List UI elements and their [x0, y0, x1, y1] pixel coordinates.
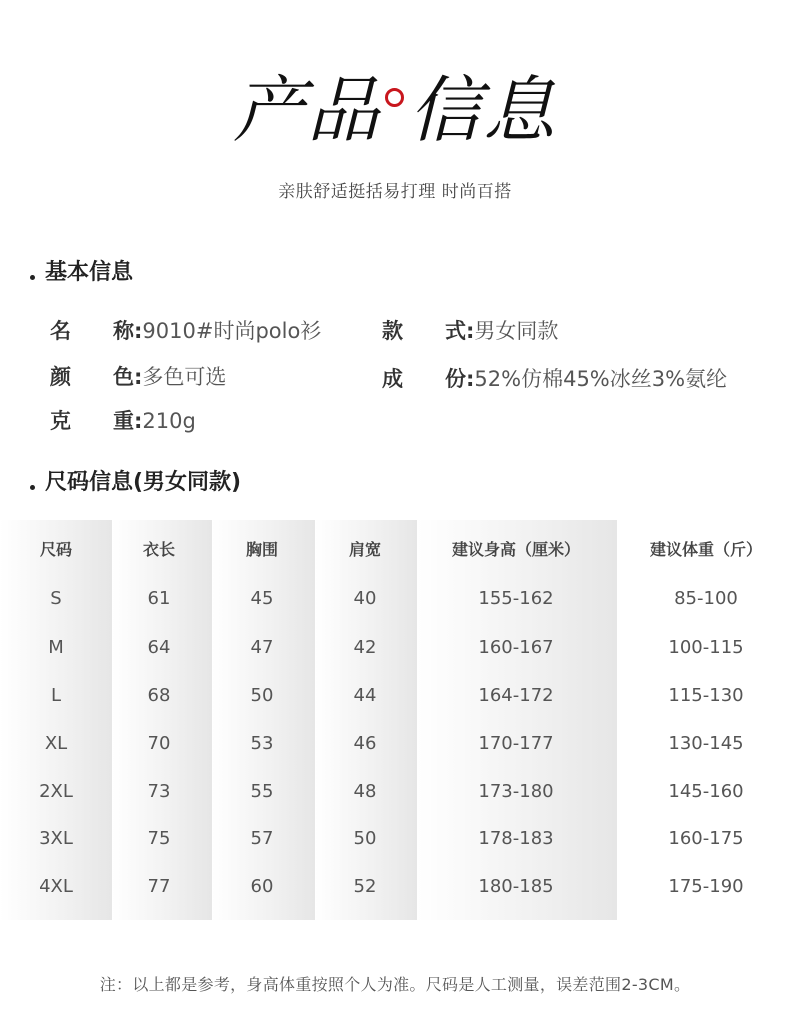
table-cell: 178-183: [478, 828, 554, 849]
table-cell: 64: [147, 637, 171, 658]
table-cell: 61: [147, 588, 171, 609]
column-shade: [112, 520, 212, 920]
bullet-icon: [30, 485, 35, 490]
table-cell: 70: [147, 733, 171, 754]
table-cell: M: [48, 637, 64, 658]
table-cell: 130-145: [668, 733, 744, 754]
table-cell: 50: [250, 685, 274, 706]
size-info-heading-text: 尺码信息(男女同款): [45, 470, 242, 495]
info-colon: :: [466, 319, 475, 343]
table-cell: 48: [353, 781, 377, 802]
info-colon: :: [134, 409, 143, 433]
table-header-cell: 建议体重（斤）: [649, 540, 762, 559]
table-cell: S: [50, 588, 62, 609]
table-cell: L: [50, 685, 62, 706]
table-cell: 100-115: [668, 637, 744, 658]
basic-info-heading-text: 基本信息: [45, 260, 134, 285]
info-value: 多色可选: [142, 365, 227, 389]
table-cell: 77: [147, 876, 171, 897]
info-value: 9010#时尚polo衫: [142, 319, 322, 343]
title-right: 信息: [409, 68, 558, 152]
table-cell: 44: [353, 685, 377, 706]
title-left: 产品: [232, 68, 381, 152]
info-name: [50, 316, 321, 346]
bullet-icon: [30, 275, 35, 280]
table-cell: 47: [250, 637, 274, 658]
table-cell: 52: [353, 876, 377, 897]
table-cell: 145-160: [668, 781, 744, 802]
info-weight: [50, 406, 196, 436]
table-cell: 160-167: [478, 637, 554, 658]
footer-note: 注：以上都是参考，身高体重按照个人为准。尺码是人工测量，误差范围2-3CM。: [99, 975, 691, 994]
size-info-heading: [30, 468, 241, 498]
table-header-cell: 肩宽: [348, 540, 381, 559]
table-cell: 57: [250, 828, 274, 849]
info-label: 颜色: [50, 365, 134, 389]
column-shade: [0, 520, 112, 920]
table-cell: 164-172: [478, 685, 554, 706]
info-value: 男女同款: [474, 319, 559, 343]
basic-info-heading: [30, 258, 133, 288]
table-cell: 3XL: [39, 828, 73, 849]
subtitle: 亲肤舒适挺括易打理 时尚百搭: [278, 182, 512, 202]
info-label: 款式: [382, 319, 466, 343]
info-label: 名称: [50, 319, 134, 343]
table-cell: 4XL: [39, 876, 73, 897]
table-cell: 170-177: [478, 733, 554, 754]
info-color: [50, 362, 226, 392]
title-accent-dot: [385, 88, 404, 107]
table-cell: 175-190: [668, 876, 744, 897]
info-material: [382, 364, 727, 394]
table-cell: 46: [353, 733, 377, 754]
table-header-cell: 建议身高（厘米）: [451, 540, 580, 559]
table-cell: 160-175: [668, 828, 744, 849]
table-cell: 55: [250, 781, 274, 802]
table-cell: 2XL: [39, 781, 73, 802]
table-cell: 42: [353, 637, 377, 658]
info-label: 克重: [50, 409, 134, 433]
table-header-cell: 尺码: [39, 540, 72, 559]
table-header-cell: 衣长: [142, 540, 175, 559]
table-cell: 68: [147, 685, 171, 706]
info-colon: :: [466, 367, 475, 391]
page-title: [0, 62, 790, 152]
table-cell: 155-162: [478, 588, 554, 609]
table-cell: 73: [147, 781, 171, 802]
info-value: 210g: [142, 409, 196, 433]
table-cell: XL: [44, 733, 68, 754]
table-cell: 60: [250, 876, 274, 897]
table-cell: 40: [353, 588, 377, 609]
info-label: 成份: [382, 367, 466, 391]
info-colon: :: [134, 319, 143, 343]
table-cell: 180-185: [478, 876, 554, 897]
table-cell: 53: [250, 733, 274, 754]
column-shade: [417, 520, 617, 920]
info-colon: :: [134, 365, 143, 389]
column-shade: [212, 520, 315, 920]
table-cell: 75: [147, 828, 171, 849]
table-cell: 45: [250, 588, 274, 609]
table-cell: 50: [353, 828, 377, 849]
table-header-cell: 胸围: [245, 540, 278, 559]
table-cell: 85-100: [674, 588, 738, 609]
table-cell: 115-130: [668, 685, 744, 706]
column-shade: [617, 520, 790, 920]
table-cell: 173-180: [478, 781, 554, 802]
info-value: 52%仿棉45%冰丝3%氨纶: [474, 367, 728, 391]
size-table: [0, 520, 790, 920]
info-style: [382, 316, 558, 346]
column-shade: [315, 520, 417, 920]
